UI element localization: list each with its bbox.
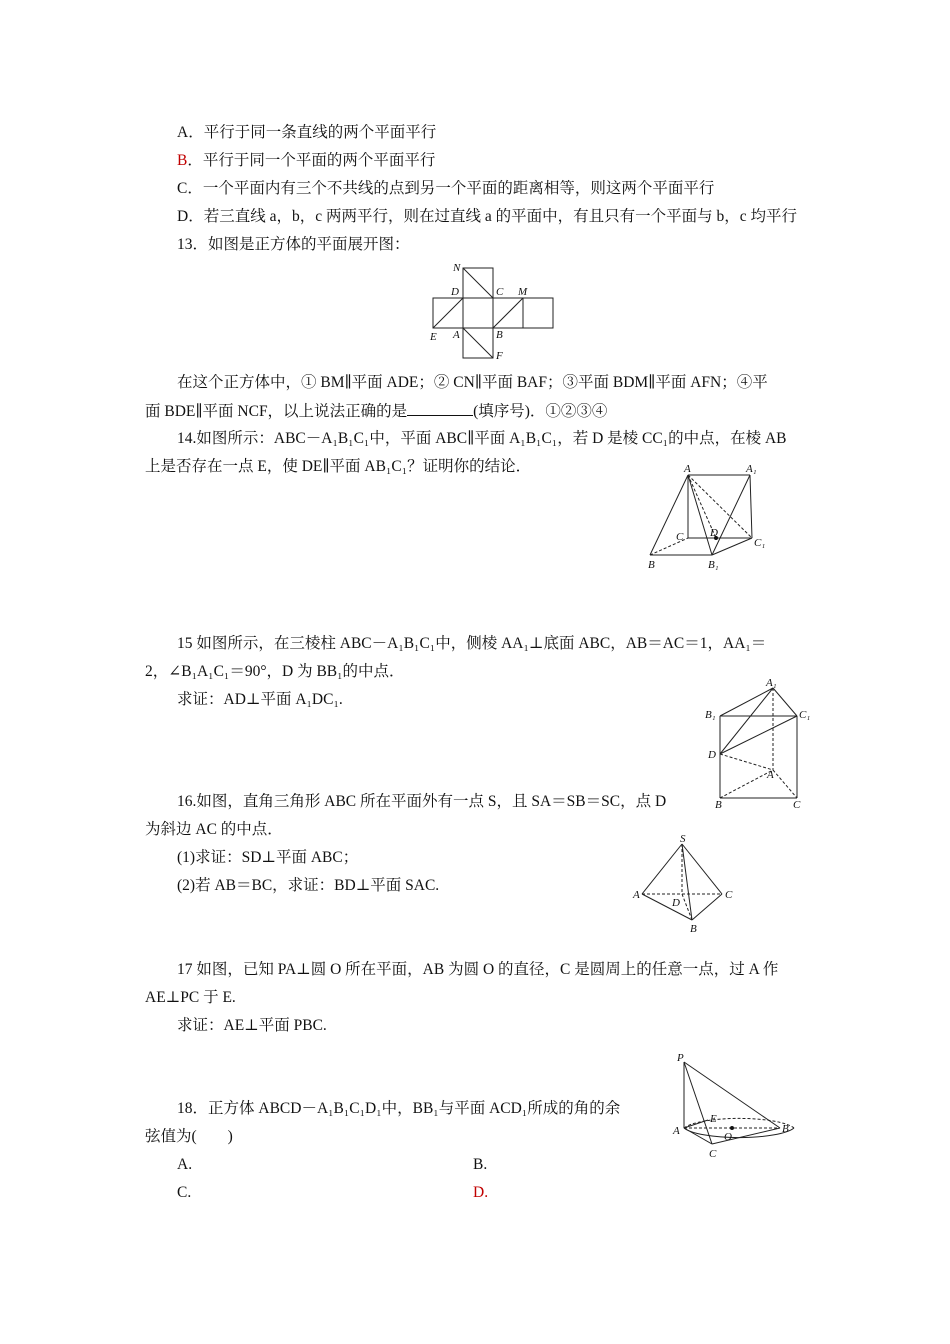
circle-label-p: P: [677, 1052, 684, 1064]
q16-line2: 为斜边 AC 的中点．: [145, 821, 283, 838]
prism-label-c: C: [676, 531, 684, 543]
net-label-b: B: [496, 329, 503, 341]
circle-label-o: O: [724, 1131, 732, 1143]
prism-label-a1: A₁: [746, 463, 757, 475]
prism2-label-c1: C₁: [799, 709, 811, 721]
q16-pyramid-figure: [630, 832, 740, 938]
circle-label-e: E: [710, 1113, 717, 1125]
q14-line2: 上是否存在一点 E，使 DE∥平面 AB₁C₁？证明你的结论．: [145, 458, 532, 475]
net-label-n: N: [453, 262, 461, 274]
q13-statement-line2: 面 BDE∥平面 NCF，以上说法正确的是 (填序号)．①②③④: [145, 403, 608, 420]
q18-option-a: A.: [177, 1156, 193, 1173]
cube-net-figure: [420, 258, 560, 366]
net-label-d: D: [451, 286, 459, 298]
q13-statement-line1: 在这个正方体中，① BM∥平面 ADE；② CN∥平面 BAF；③平面 BDM∥平面 AFN；④平: [177, 374, 768, 391]
circle-label-c: C: [709, 1148, 717, 1160]
prism-label-a: A: [684, 463, 691, 475]
answer-blank: [407, 401, 473, 416]
answer-mark: B: [177, 152, 188, 169]
q12-option-b: B．平行于同一个平面的两个平面平行: [177, 152, 436, 169]
q18-option-d: D.: [473, 1184, 489, 1201]
q16-line1: 16.如图，直角三角形 ABC 所在平面外有一点 S，且 SA＝SB＝SC，点 D: [177, 793, 667, 810]
q15-prism-figure: [700, 676, 820, 811]
prism2-label-a1: A₁: [766, 677, 777, 689]
q12-option-c: C．一个平面内有三个不共线的点到另一个平面的距离相等，则这两个平面平行: [177, 180, 715, 197]
q18-option-c: C.: [177, 1184, 192, 1201]
net-label-f: F: [496, 350, 503, 362]
q12-option-d: D．若三直线 a，b，c 两两平行，则在过直线 a 的平面中，有且只有一个平面与 b，c 均平行: [177, 208, 797, 225]
q14-line1: 14.如图所示：ABC－A₁B₁C₁中，平面 ABC∥平面 A₁B₁C₁，若 D 是棱 CC₁的中点，在棱 AB: [177, 430, 787, 447]
prism-label-d: D: [710, 527, 718, 539]
net-label-e: E: [430, 331, 437, 343]
net-label-a: A: [453, 329, 460, 341]
prism2-label-d: D: [708, 749, 716, 761]
prism-label-b1: B₁: [708, 559, 719, 571]
pyramid-label-s: S: [680, 833, 686, 845]
q15-line2: 2，∠B₁A₁C₁＝90°，D 为 BB₁的中点．: [145, 663, 405, 680]
prism2-label-a: A: [767, 769, 774, 781]
q18-line1: 18．正方体 ABCD－A₁B₁C₁D₁中，BB₁与平面 ACD₁所成的角的余: [177, 1100, 621, 1117]
q15-line3: 求证：AD⊥平面 A₁DC₁.: [177, 691, 343, 708]
net-label-c: C: [496, 286, 504, 298]
q17-line1: 17 如图，已知 PA⊥圆 O 所在平面，AB 为圆 O 的直径，C 是圆周上的任意一点，过 A 作: [177, 961, 779, 978]
pyramid-label-c: C: [725, 889, 733, 901]
prism-label-b: B: [648, 559, 655, 571]
q14-prism-figure: [640, 460, 780, 575]
prism2-label-c: C: [793, 799, 801, 811]
q13-stem: 13．如图是正方体的平面展开图：: [177, 236, 410, 253]
q15-line1: 15 如图所示，在三棱柱 ABC－A₁B₁C₁中，侧棱 AA₁⊥底面 ABC，AB＝AC＝1，AA₁＝: [177, 635, 767, 652]
pyramid-label-a: A: [633, 889, 640, 901]
q17-line2: AE⊥PC 于 E.: [145, 989, 236, 1006]
q12-option-a: A．平行于同一条直线的两个平面平行: [177, 124, 437, 141]
q18-option-b: B.: [473, 1156, 488, 1173]
net-label-m: M: [518, 286, 528, 298]
q16-line4: (2)若 AB＝BC，求证：BD⊥平面 SAC.: [177, 877, 440, 894]
pyramid-label-b: B: [690, 923, 697, 935]
q16-line3: (1)求证：SD⊥平面 ABC；: [177, 849, 359, 866]
prism-label-c1: C₁: [754, 537, 766, 549]
q18-line2: 弦值为( ): [145, 1128, 233, 1145]
pyramid-label-d: D: [672, 897, 680, 909]
circle-label-b: B: [782, 1123, 789, 1135]
prism2-label-b: B: [715, 799, 722, 811]
prism2-label-b1: B₁: [705, 709, 716, 721]
q17-line3: 求证：AE⊥平面 PBC.: [177, 1017, 327, 1034]
q17-circle-figure: [668, 1050, 798, 1162]
circle-label-a: A: [673, 1125, 680, 1137]
